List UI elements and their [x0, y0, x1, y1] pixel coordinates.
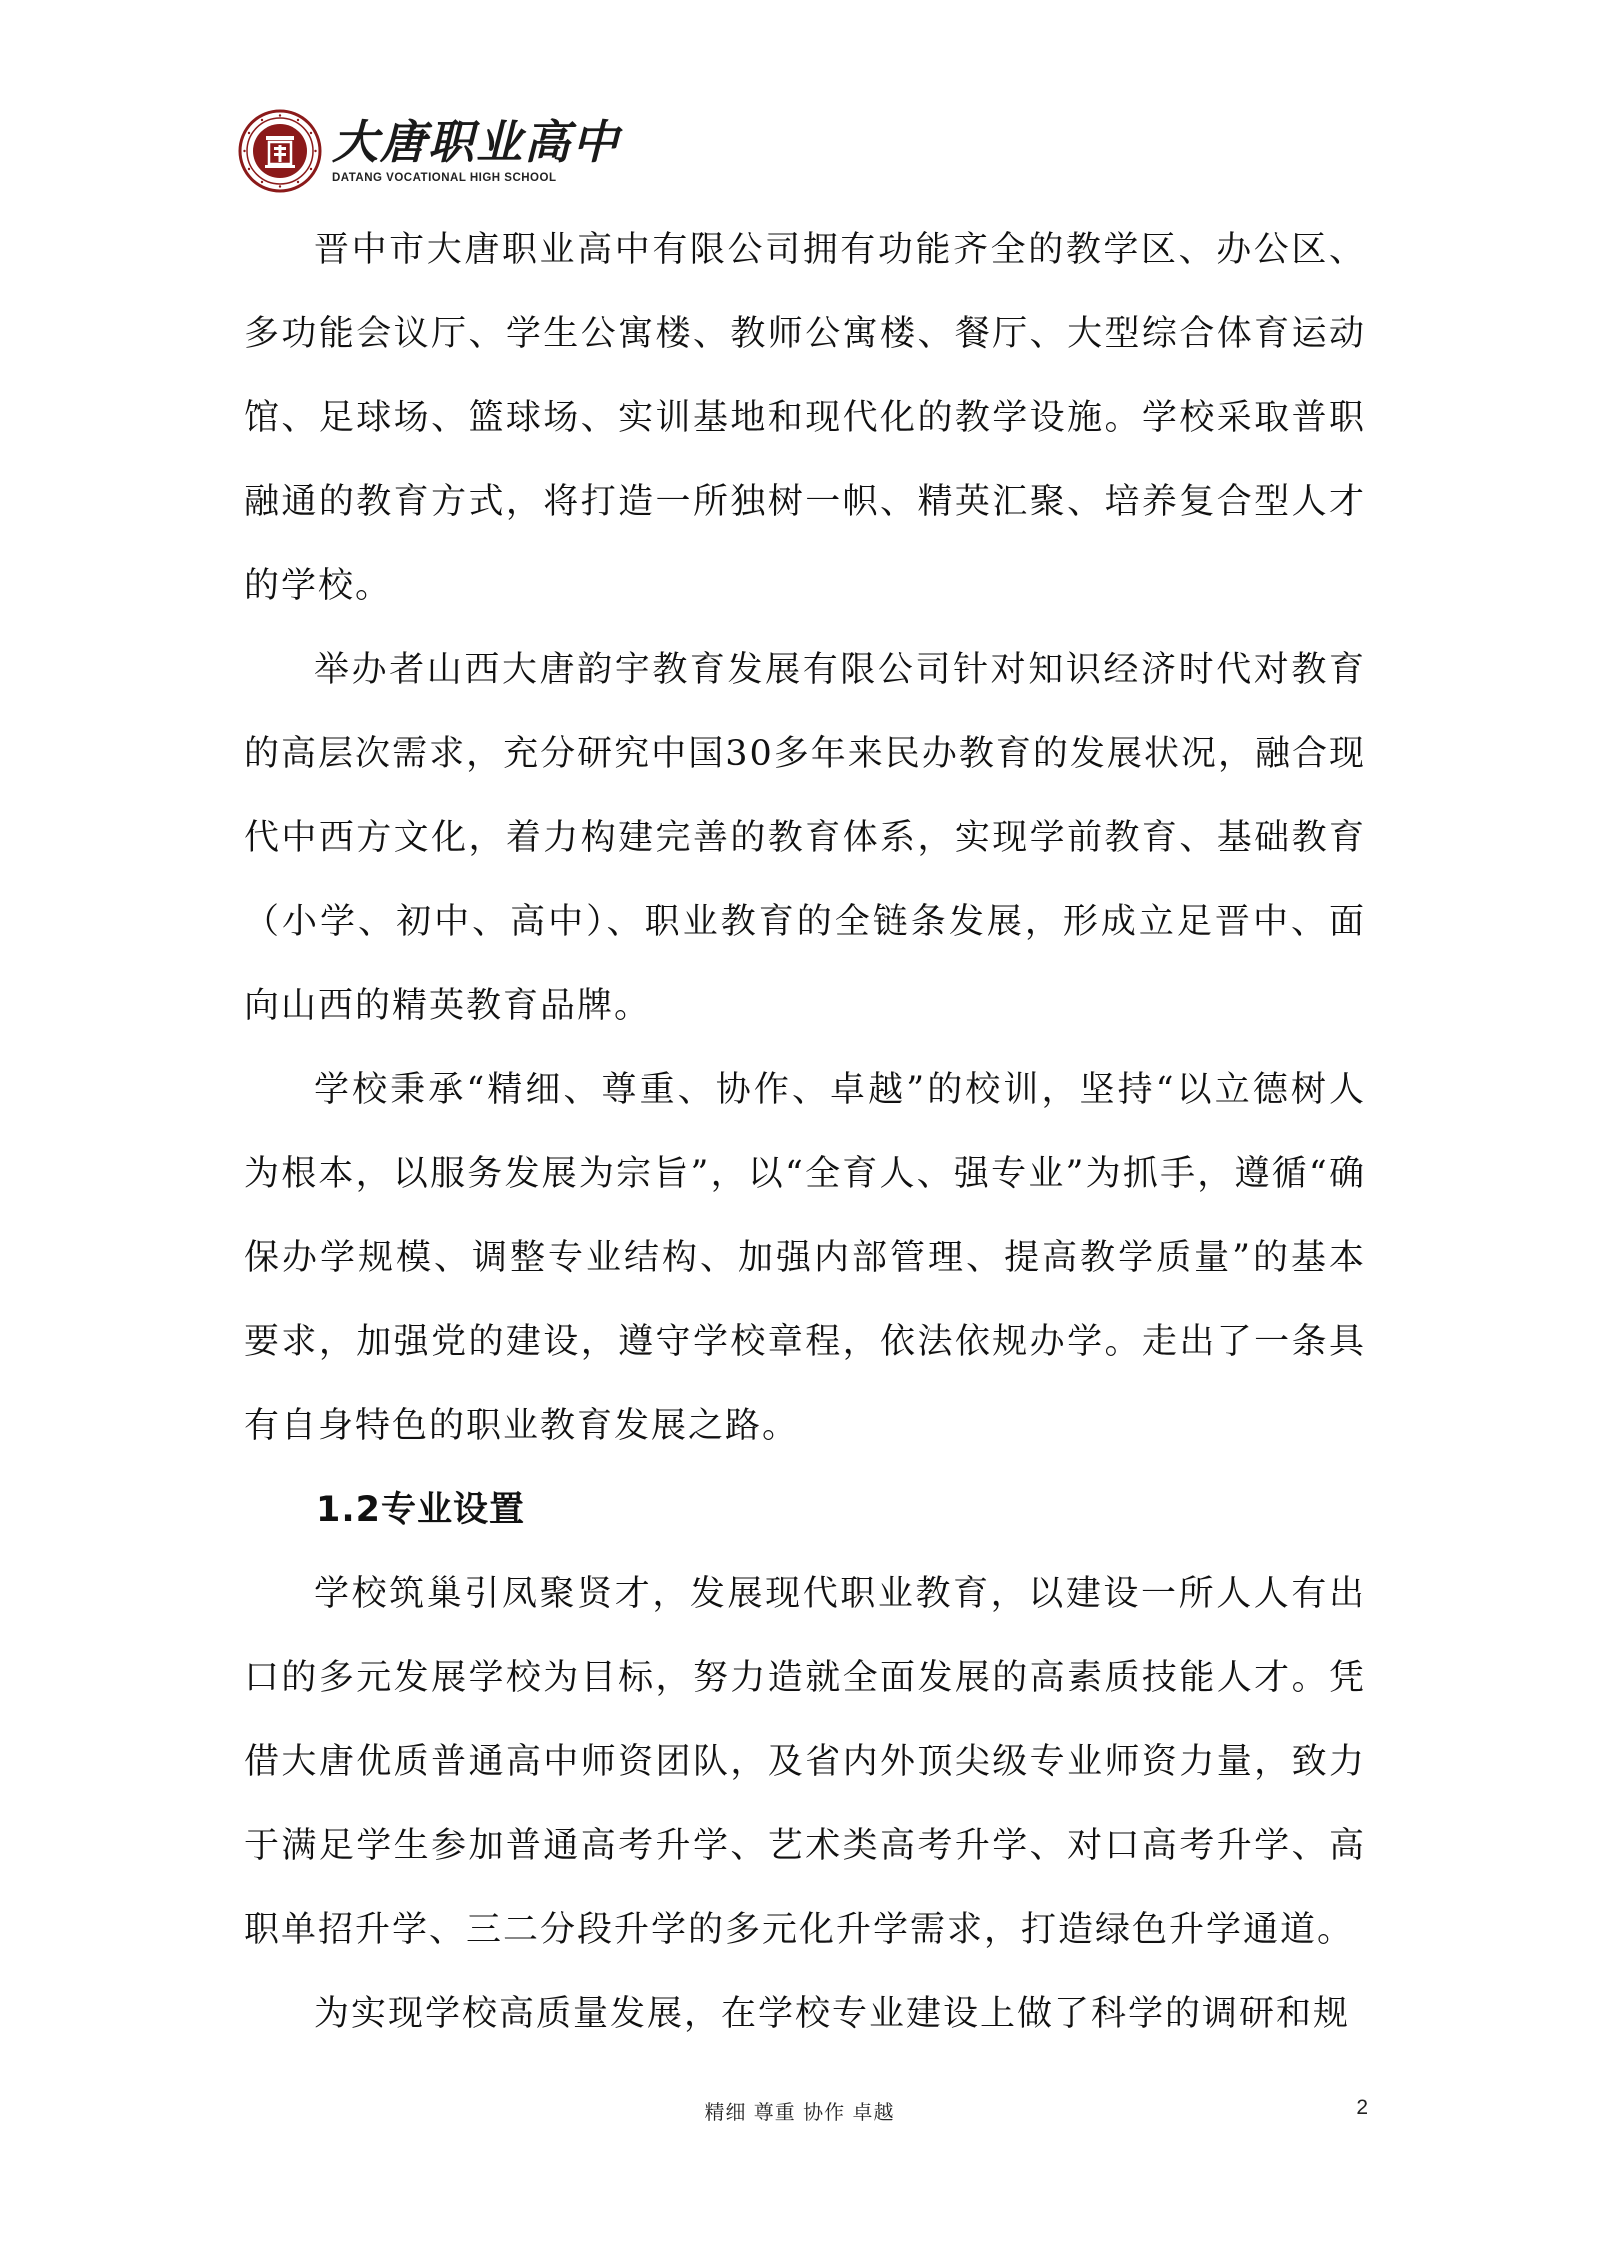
- document-header: [238, 108, 620, 194]
- paragraph-school-motto: 学校秉承“精细、尊重、协作、卓越”的校训，坚持“以立德树人为根本，以服务发展为宗旨”，以“全育人、强专业”为抓手，遵循“确保办学规模、调整专业结构、加强内部管理、提高教学质量”的基本要求，加强党的建设，遵守学校章程，依法依规办学。走出了一条具有自身特色的职业教育发展之路。: [244, 1070, 1366, 1446]
- section-heading: 1.2专业设置: [316, 1490, 526, 1530]
- logo-name-en: DATANG VOCATIONAL HIGH SCHOOL: [332, 172, 557, 184]
- paragraph-majors: 学校筑巢引凤聚贤才，发展现代职业教育，以建设一所人人有出口的多元发展学校为目标，努力造就全面发展的高素质技能人才。凭借大唐优质普通高中师资团队，及省内外顶尖级专业师资力量，致力于满足学生参加普通高考升学、艺术类高考升学、对口高考升学、高职单招升学、三二分段升学的多元化升学需求，打造绿色升学通道。: [244, 1574, 1366, 1950]
- document-body: [244, 208, 1366, 2056]
- school-seal-icon: [238, 109, 322, 193]
- paragraph-sponsor: 举办者山西大唐韵宇教育发展有限公司针对知识经济时代对教育的高层次需求，充分研究中国30多年来民办教育的发展状况，融合现代中西方文化，着力构建完善的教育体系，实现学前教育、基础教育（小学、初中、高中）、职业教育的全链条发展，形成立足晋中、面向山西的精英教育品牌。: [244, 650, 1366, 1026]
- footer-motto: 精细 尊重 协作 卓越: [704, 2100, 895, 2124]
- paragraph-development: 为实现学校高质量发展，在学校专业建设上做了科学的调研和规: [314, 1994, 1351, 2034]
- logo-name-cn: 大唐职业高中: [332, 115, 620, 169]
- logo-wordmark: [332, 116, 620, 186]
- paragraph-facilities: 晋中市大唐职业高中有限公司拥有功能齐全的教学区、办公区、多功能会议厅、学生公寓楼、教师公寓楼、餐厅、大型综合体育运动馆、足球场、篮球场、实训基地和现代化的教学设施。学校采取普职融通的教育方式，将打造一所独树一帜、精英汇聚、培养复合型人才的学校。: [244, 230, 1366, 606]
- page-number: 2: [1356, 2096, 1368, 2119]
